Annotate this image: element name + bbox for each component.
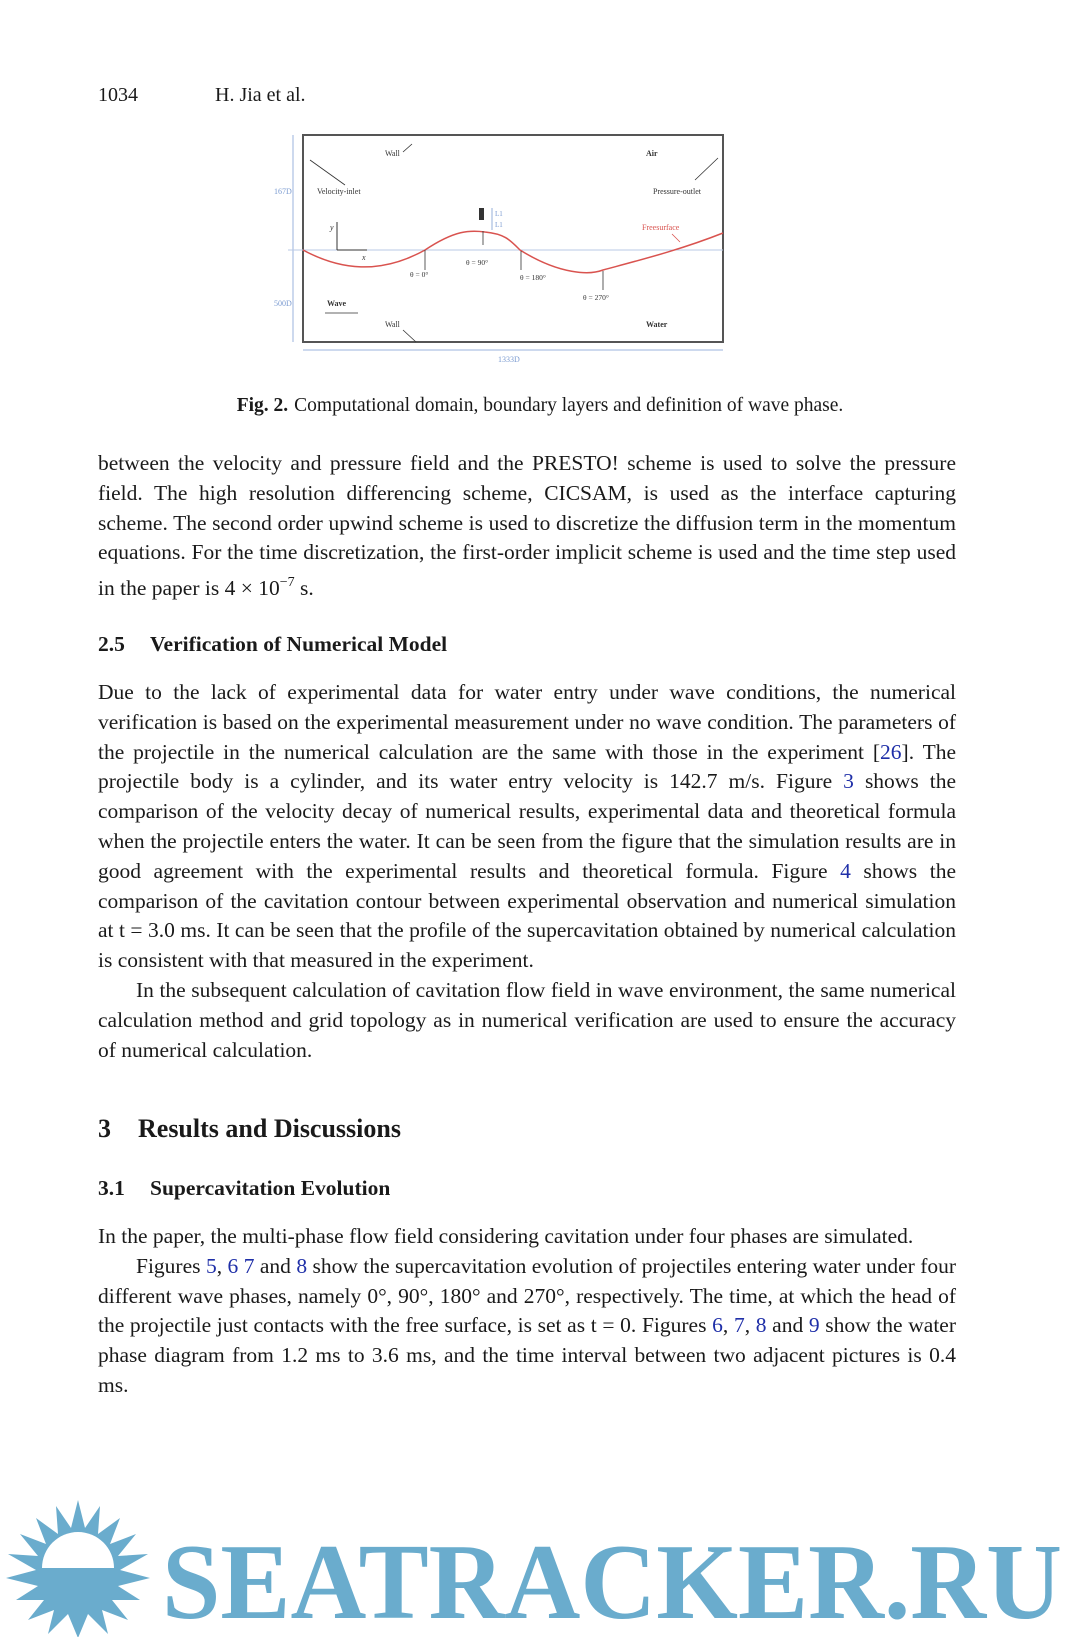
svg-text:L1: L1 xyxy=(495,221,503,229)
figure-7-link[interactable]: 7 xyxy=(243,1253,255,1278)
svg-text:167D: 167D xyxy=(274,187,292,196)
figure-6-link[interactable]: 6 xyxy=(712,1313,723,1338)
svg-text:θ = 0°: θ = 0° xyxy=(410,270,429,279)
figure-6-link[interactable]: 6 xyxy=(227,1253,239,1278)
figure-8-link[interactable]: 8 xyxy=(296,1253,308,1278)
section-heading-3: 3 Results and Discussions xyxy=(98,1114,401,1143)
svg-text:1333D: 1333D xyxy=(498,355,520,364)
paragraph-results: In the paper, the multi-phase flow field considering cavitation under four phases are simulated. Figures 5, 6 7 and 8 show the supercavitation evolution of projectiles entering water under four different wave phases, namely 0°, 90°, 180° and 270°, respectively. The time, at which the head of the projectile just contacts with the free surface, is set as t = 0. Figures 6, 7, 8 and 9 show the water phase diagram from 1.2 ms to 3.6 ms, and the time interval between two adjacent pictures is 0.4 ms. xyxy=(98,1224,957,1397)
svg-text:Freesurface: Freesurface xyxy=(642,223,680,232)
paragraph-verification: Due to the lack of experimental data for water entry under wave conditions, the numerical verification is based on the experimental measurement under no wave condition. The parameters of the projectile in the numerical calculation are the same with those in the experiment [26]. The projectile body is a cylinder, and its water entry velocity is 142.7 m/s. Figure 3 shows the comparison of the velocity decay of numerical results, experimental data and theoretical formula when the projectile enters the water. It can be seen from the figure that the simulation results are in good agreement with the experimental results and theoretical formula. Figure 4 shows the comparison of the cavitation contour between experimental observation and numerical simulation at t = 3.0 ms. It can be seen that the profile of the supercavitation obtained by numerical calculation is consistent with that measured in the experiment. In the subsequent calculation of cavitation flow field in wave environment, the same numerical calculation method and grid topology as in numerical verification are used to ensure the accuracy of numerical calculation. xyxy=(98,678,956,1065)
figure-caption xyxy=(0,395,1080,417)
svg-text:θ = 90°: θ = 90° xyxy=(466,258,489,267)
svg-text:L1: L1 xyxy=(495,210,503,218)
svg-text:Wave: Wave xyxy=(327,299,347,308)
svg-text:Wall: Wall xyxy=(385,320,400,329)
figure-5-link[interactable]: 5 xyxy=(205,1253,217,1278)
caption-text: Computational domain, boundary layers and definition of wave phase. xyxy=(294,395,844,416)
authors: H. Jia et al. xyxy=(215,84,306,106)
sun-logo-icon xyxy=(6,1500,150,1637)
figure-4-link[interactable]: 4 xyxy=(840,858,851,883)
svg-text:Air: Air xyxy=(646,149,658,158)
paragraph-numerics: between the velocity and pressure field and the PRESTO! scheme is used to solve the pressure field. The high resolution differencing scheme, CICSAM, is used as the interface capturing scheme. The second order upwind scheme is used to discretize the diffusion term in the momentum equations. For the time discretization, the first-order implicit scheme is used and the time step used in the paper is $4 \times 10^{-7}$ s. xyxy=(98,451,956,601)
ref-26-link[interactable]: 26 xyxy=(880,739,902,764)
svg-text:θ = 180°: θ = 180° xyxy=(520,273,546,282)
caption-label: Fig. 2. xyxy=(236,395,289,416)
svg-text:θ = 270°: θ = 270° xyxy=(583,293,609,302)
paragraph-subsequent: In the subsequent calculation of cavitation flow field in wave environment, the same numerical calculation method and grid topology as in numerical verification are used to ensure the accuracy of numerical calculation. xyxy=(98,977,956,1062)
section-heading-2-5: 2.5 Verification of Numerical Model xyxy=(98,632,448,656)
svg-text:Pressure-outlet: Pressure-outlet xyxy=(653,187,701,196)
figure-9-link[interactable]: 9 xyxy=(808,1313,820,1338)
figure-2-diagram xyxy=(270,130,770,380)
svg-text:Wall: Wall xyxy=(385,149,400,158)
svg-text:Water: Water xyxy=(646,320,668,329)
watermark xyxy=(0,1500,1080,1637)
svg-text:SEATRACKER.RU: SEATRACKER.RU xyxy=(162,1523,1062,1637)
running-header xyxy=(98,84,306,107)
section-heading-3-1: 3.1 Supercavitation Evolution xyxy=(98,1176,391,1200)
svg-text:y: y xyxy=(330,223,334,232)
svg-text:Velocity-inlet: Velocity-inlet xyxy=(317,187,361,196)
figure-3-link[interactable]: 3 xyxy=(843,769,854,794)
svg-text:500D: 500D xyxy=(274,299,292,308)
figure-7-link[interactable]: 7 xyxy=(733,1313,745,1338)
svg-text:x: x xyxy=(362,253,366,262)
figure-8-link[interactable]: 8 xyxy=(755,1313,767,1338)
page-number: 1034 xyxy=(98,84,138,106)
